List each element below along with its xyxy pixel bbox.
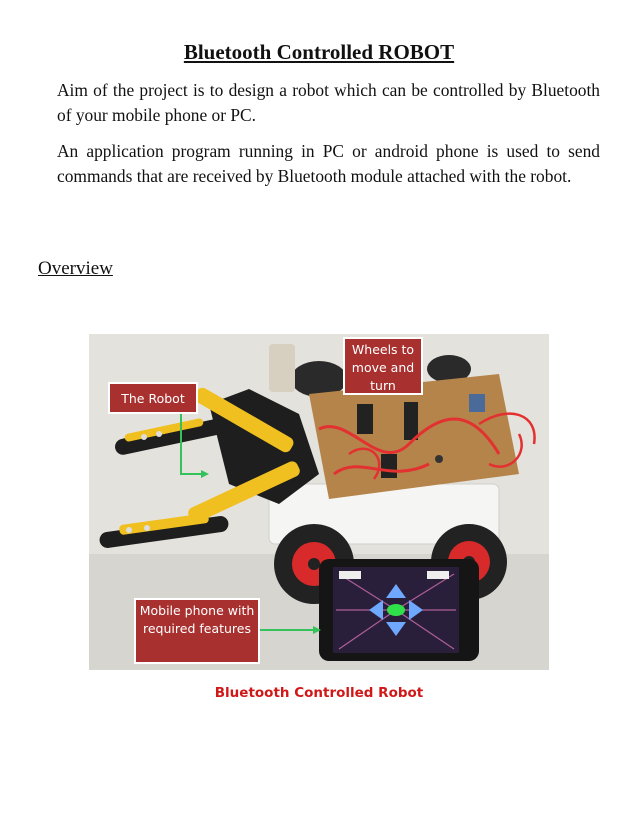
document-title: Bluetooth Controlled ROBOT — [183, 40, 455, 64]
callout-mobile-phone: Mobile phone with required features — [134, 598, 260, 664]
callout-the-robot: The Robot — [108, 382, 198, 414]
callout-wheels: Wheels to move and turn — [343, 337, 423, 395]
section-heading-overview: Overview — [38, 258, 113, 279]
robot-figure — [89, 334, 549, 670]
paragraph-aim: Aim of the project is to design a robot which can be controlled by Bluetooth of your mobile phone or PC. — [57, 80, 600, 125]
paragraph-description: An application program running in PC or android phone is used to send commands that are received by Bluetooth module attached with the robot. — [57, 141, 600, 186]
figure-caption: Bluetooth Controlled Robot — [214, 685, 424, 701]
